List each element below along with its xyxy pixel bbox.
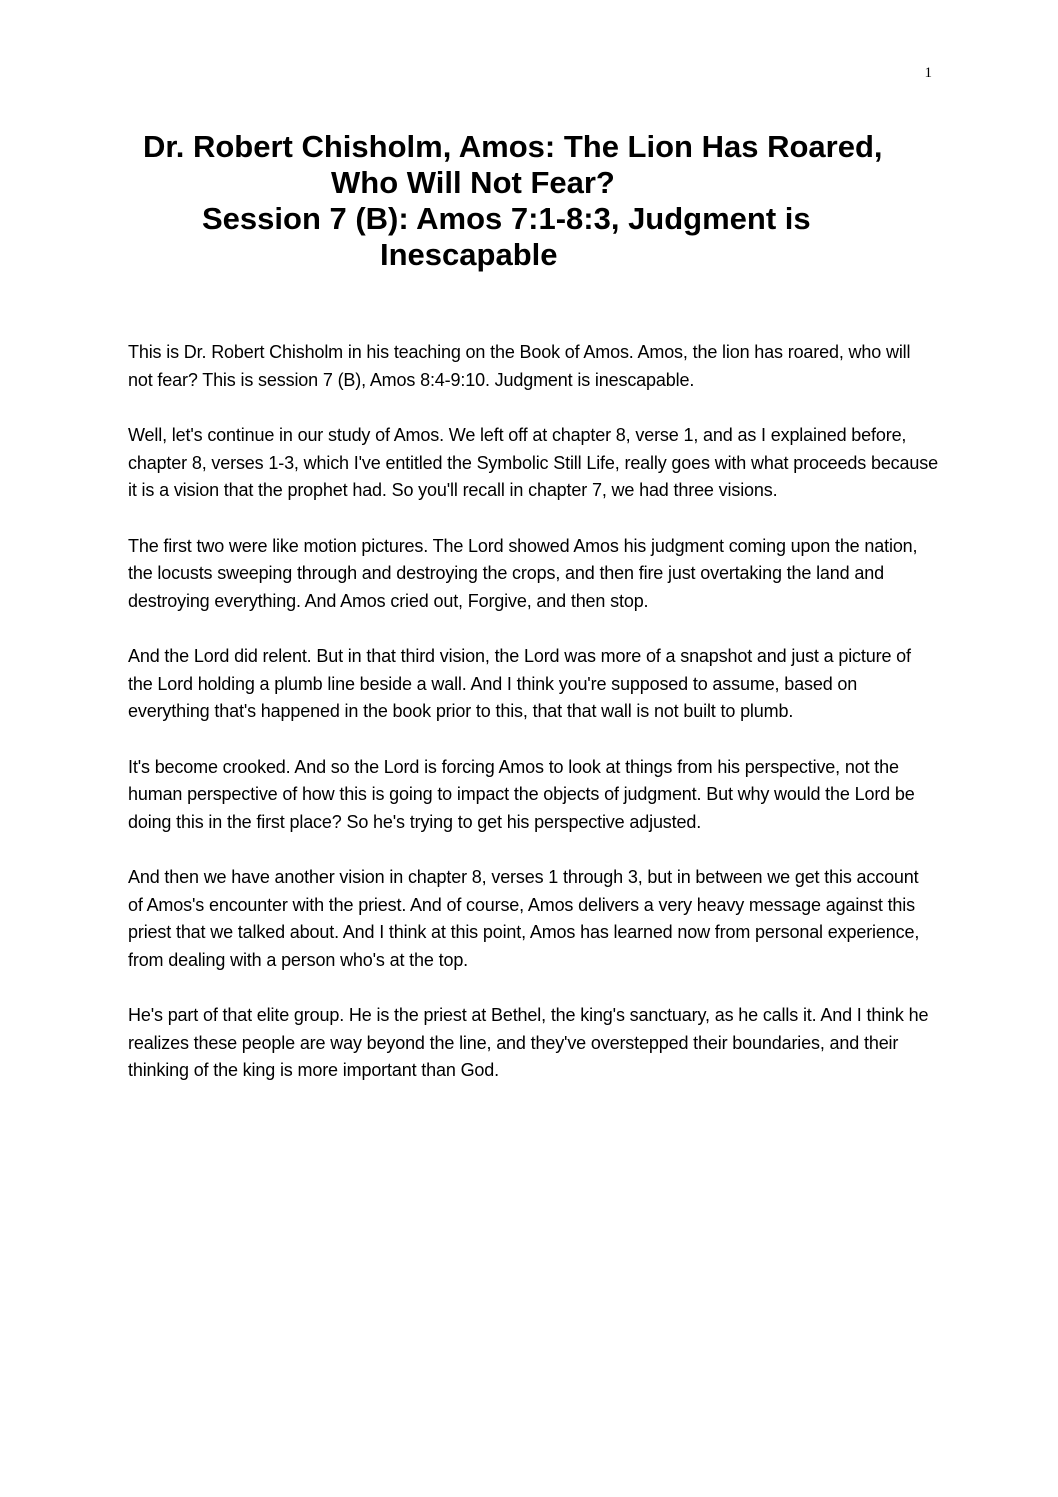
paragraph: This is Dr. Robert Chisholm in his teaching on the Book of Amos. Amos, the lion has roared, who will not fear? This is session 7 (B), Amos 8:4-9:10. Judgment is inescapable.: [128, 342, 911, 390]
document-title: [0, 129, 1058, 273]
paragraph: And then we have another vision in chapter 8, verses 1 through 3, but in between we get this account of Amos's encounter with the priest. And of course, Amos delivers a very heavy message against this priest that we talked about. And I think at this point, Amos has learned now from personal experience, from dealing with a person who's at the top.: [128, 867, 920, 970]
paragraph: It's become crooked. And so the Lord is forcing Amos to look at things from his perspective, not the human perspective of how this is going to impact the objects of judgment. But why would the Lord be doing this in the first place? So he's trying to get his perspective adjusted.: [128, 756, 915, 832]
title-line: Session 7 (B): Amos 7:1-8:3, Judgment is: [202, 201, 811, 236]
title-line: Inescapable: [380, 237, 558, 272]
paragraph: And the Lord did relent. But in that third vision, the Lord was more of a snapshot and just a picture of the Lord holding a plumb line beside a wall. And I think you're supposed to assume, based on everything that's happened in the book prior to this, that that wall is not built to plumb.: [128, 646, 911, 721]
page-number: 1: [924, 65, 932, 81]
paragraph: Well, let's continue in our study of Amos. We left off at chapter 8, verse 1, and as I explained before, chapter 8, verses 1-3, which I've entitled the Symbolic Still Life, really goes with what proceeds because it is a vision that the prophet had. So you'll recall in chapter 7, we had three visions.: [128, 425, 938, 500]
paragraph: The first two were like motion pictures. The Lord showed Amos his judgment coming upon the nation, the locusts sweeping through and destroying the crops, and then fire just overtaking the land and destroying everything. And Amos cried out, Forgive, and then stop.: [128, 535, 918, 611]
title-line: Who Will Not Fear?: [331, 165, 615, 200]
paragraph: He's part of that elite group. He is the priest at Bethel, the king's sanctuary, as he calls it. And I think he realizes these people are way beyond the line, and they've overstepped their boundaries, and their thinking of the king is more important than God.: [128, 1005, 929, 1080]
document-body: [128, 339, 938, 1113]
title-line: Dr. Robert Chisholm, Amos: The Lion Has Roared,: [143, 129, 883, 164]
